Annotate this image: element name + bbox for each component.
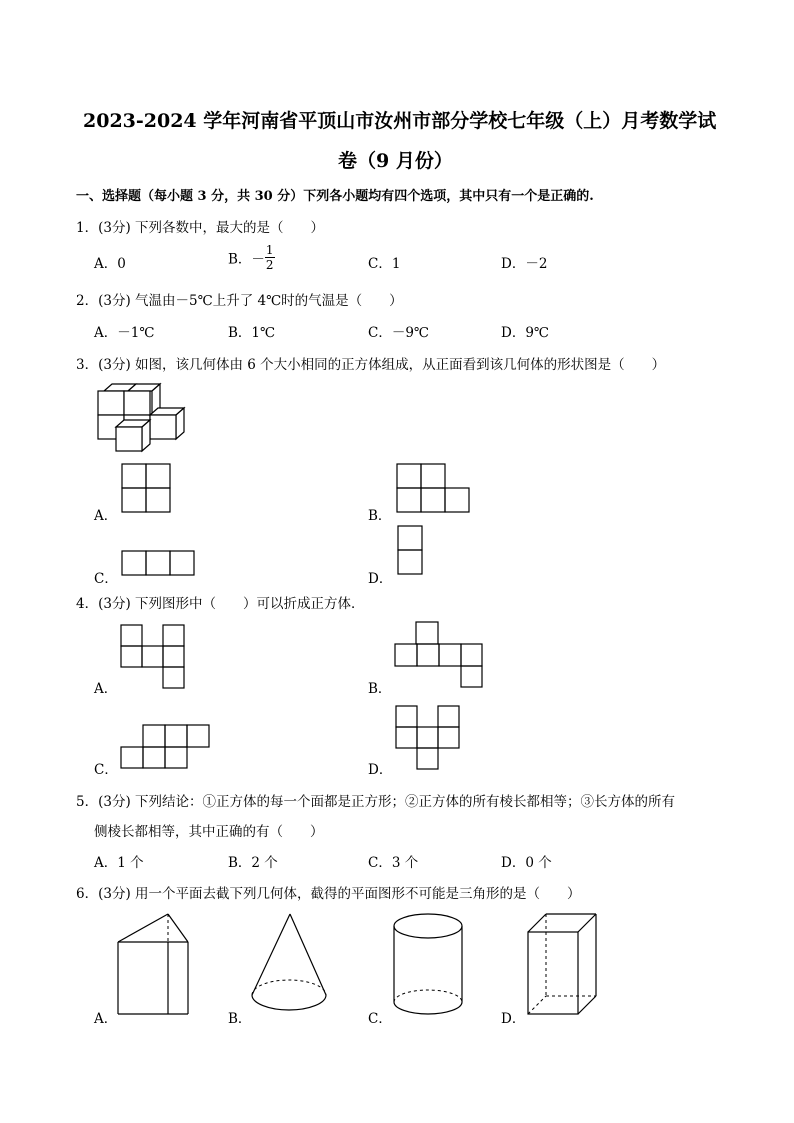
q6-option-a-prism: [116, 912, 196, 1020]
q3-option-d-figure: [397, 525, 425, 577]
q6-option-c[interactable]: C．: [368, 1011, 392, 1027]
q1-option-d[interactable]: D．－2: [501, 256, 548, 272]
q5-option-b[interactable]: B．2 个: [228, 855, 278, 871]
fraction-one-half: $\frac{1}{2}$: [265, 243, 274, 272]
question-1-stem: 1．(3分) 下列各数中，最大的是（ ）: [76, 220, 325, 236]
q3-cube-stack-figure: [96, 383, 196, 453]
question-2-stem: 2．(3分) 气温由－5℃上升了 4℃时的气温是（ ）: [76, 293, 403, 309]
q5-option-c[interactable]: C．3 个: [368, 855, 419, 871]
q3-option-b[interactable]: B．: [368, 508, 392, 524]
q6-option-a[interactable]: A．: [94, 1011, 118, 1027]
q3-option-b-figure: [396, 463, 474, 515]
q6-option-c-cylinder: [392, 912, 466, 1018]
q4-option-b-net: [394, 621, 484, 689]
q1-option-b[interactable]: [228, 243, 275, 272]
q1-option-c[interactable]: C．1: [368, 256, 401, 272]
q6-option-b[interactable]: B．: [228, 1011, 252, 1027]
q2-option-b[interactable]: B．1℃: [228, 325, 276, 341]
q4-option-c-net: [120, 724, 212, 770]
page-title-line2: 卷（9 月份）: [338, 150, 453, 172]
question-4-stem: 4．(3分) 下列图形中（ ）可以折成正方体．: [76, 596, 365, 612]
q4-option-b[interactable]: B．: [368, 681, 392, 697]
q3-option-c[interactable]: C．: [94, 571, 118, 587]
q6-option-d-cuboid: [526, 912, 600, 1020]
q2-option-d[interactable]: D．9℃: [501, 325, 550, 341]
q2-option-a[interactable]: A．－1℃: [94, 325, 155, 341]
q1-option-b-prefix: B．－: [228, 251, 265, 268]
page-title-line1: 2023-2024 学年河南省平顶山市汝州市部分学校七年级（上）月考数学试: [83, 110, 717, 132]
q6-option-d[interactable]: D．: [501, 1011, 526, 1027]
q1-option-a[interactable]: A．0: [94, 256, 126, 272]
q3-option-d[interactable]: D．: [368, 571, 393, 587]
q2-option-c[interactable]: C．－9℃: [368, 325, 430, 341]
question-5-stem-cont: 侧棱长都相等，其中正确的有（ ）: [94, 824, 324, 840]
q4-option-a[interactable]: A．: [94, 681, 118, 697]
question-5-stem: 5．(3分) 下列结论：①正方体的每一个面都是正方形；②正方体的所有棱长都相等；③长方体的所有: [76, 794, 676, 810]
question-6-stem: 6．(3分) 用一个平面去截下列几何体，截得的平面图形不可能是三角形的是（ ）: [76, 886, 581, 902]
q5-option-a[interactable]: A．1 个: [94, 855, 144, 871]
q4-option-a-net: [120, 624, 186, 690]
question-3-stem: 3．(3分) 如图，该几何体由 6 个大小相同的正方体组成，从正面看到该几何体的形状图是（ ）: [76, 357, 666, 373]
q5-option-d[interactable]: D．0 个: [501, 855, 552, 871]
q6-option-b-cone: [250, 912, 330, 1017]
q4-option-d-net: [395, 705, 461, 771]
section-heading: 一、选择题（每小题 3 分，共 30 分）下列各小题均有四个选项，其中只有一个是正确的.: [76, 189, 594, 204]
q3-option-c-figure: [121, 550, 197, 578]
q3-option-a[interactable]: A．: [94, 508, 118, 524]
q4-option-c[interactable]: C．: [94, 762, 118, 778]
q3-option-a-figure: [121, 463, 173, 515]
q4-option-d[interactable]: D．: [368, 762, 393, 778]
